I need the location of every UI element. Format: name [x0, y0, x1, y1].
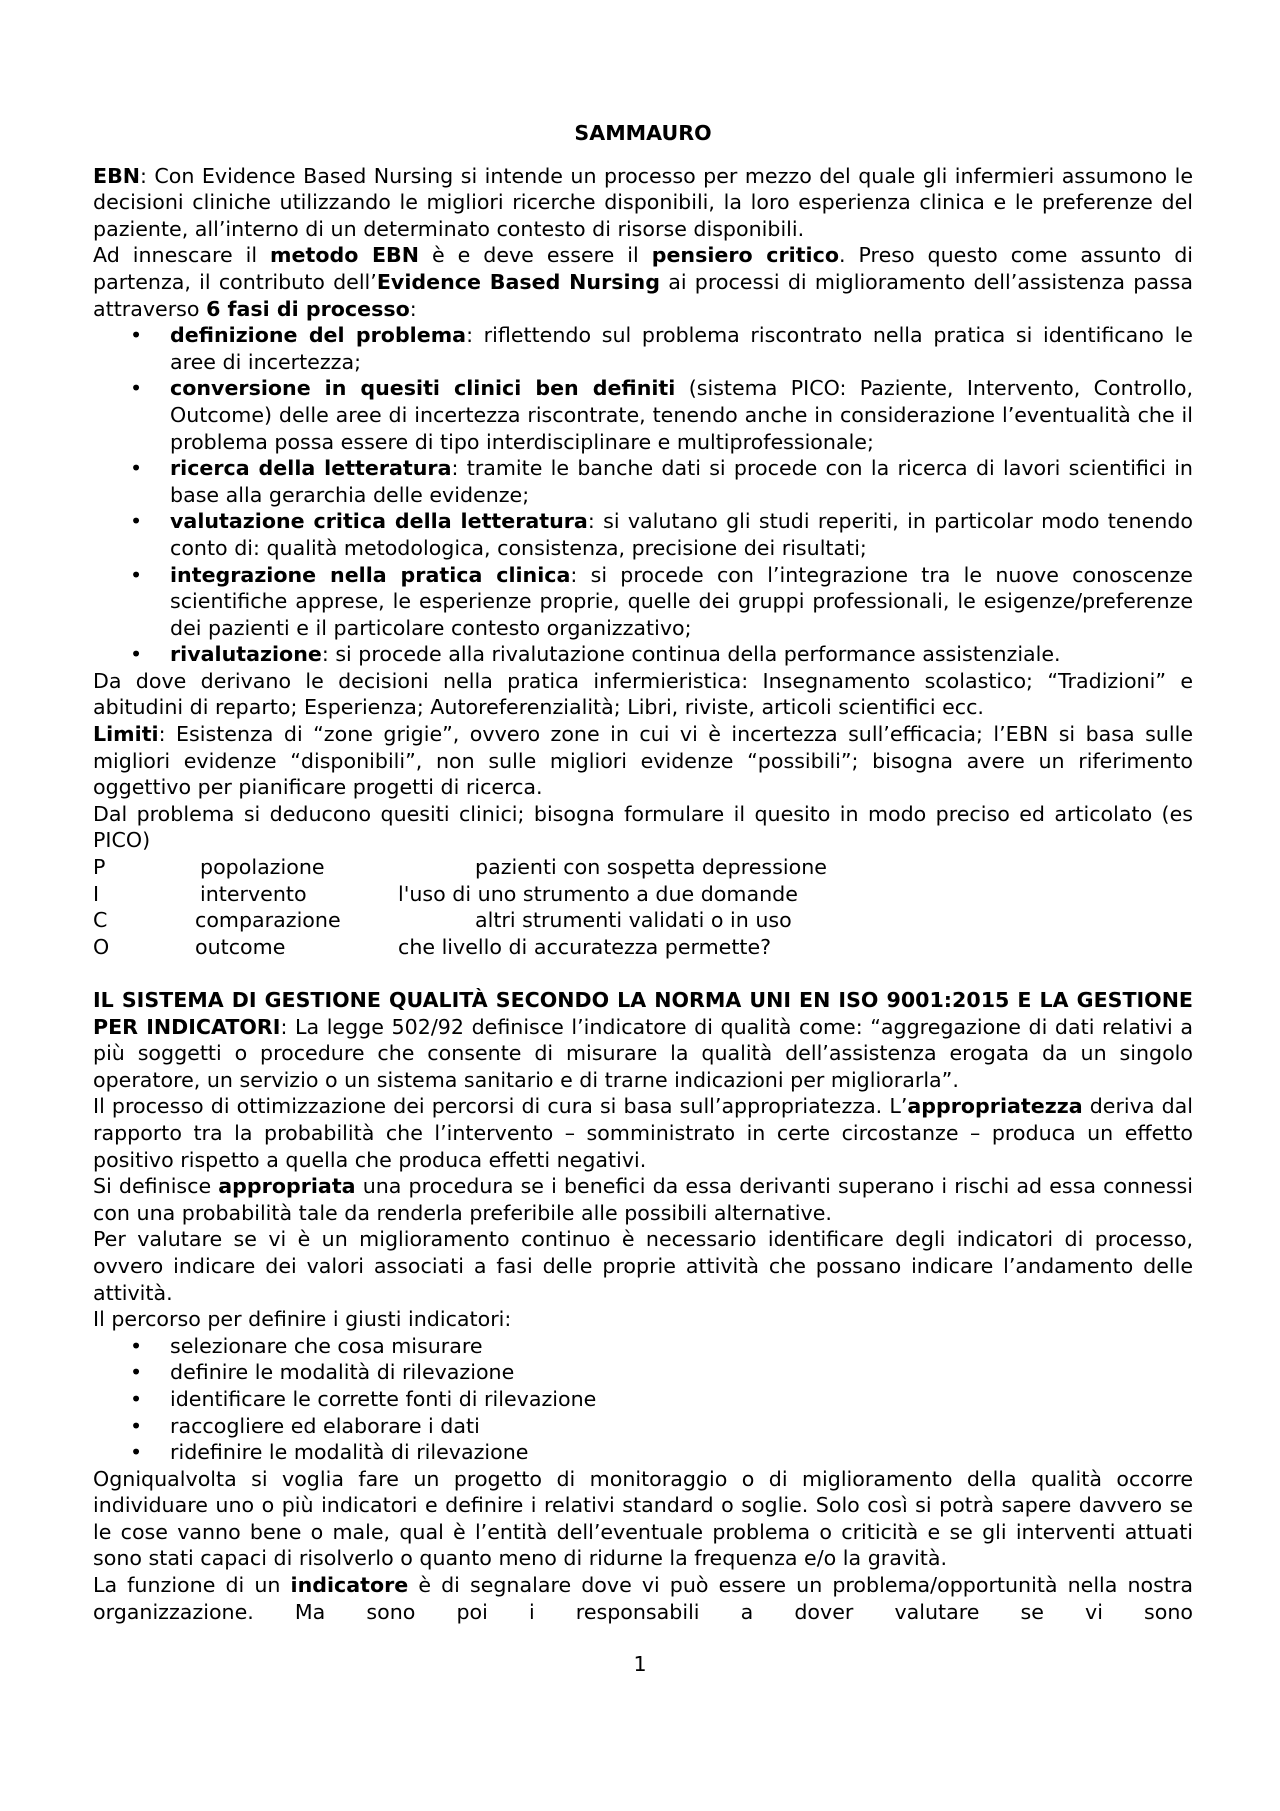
text-run: : riflettendo sul problema riscontrato nella pratica si identificano le aree di incertezza; — [170, 323, 1193, 374]
bold-run: definizione del problema — [170, 323, 467, 348]
text-run: Il processo di ottimizzazione dei percorsi di cura si basa sull’appropriatezza. L’ — [93, 1094, 908, 1119]
funzione-paragraph — [93, 1572, 1193, 1625]
text-run: . Preso questo come assunto di partenza, il contributo dell’ — [93, 243, 1193, 294]
limiti-paragraph — [93, 721, 1193, 801]
bold-run: appropriatezza — [907, 1094, 1083, 1119]
pico-name: popolazione — [200, 855, 325, 880]
text-run: Ad innescare il — [93, 243, 271, 268]
list-item — [93, 455, 1193, 508]
pico-row — [93, 934, 1193, 961]
page-number: 1 — [633, 1652, 647, 1676]
text-run: : Esistenza di “zone grigie”, ovvero zone in cui vi è incertezza sull’efficacia; l’EBN si basa sulle migliori evidenze “disponibili”, non sulle migliori evidenze “possibili”; bisogna avere un riferimento oggettivo per pianificare progetti di ricerca. — [93, 722, 1193, 800]
list-item — [93, 322, 1193, 375]
pico-name: comparazione — [195, 908, 341, 933]
list-item: • selezionare che cosa misurare — [93, 1333, 1193, 1360]
bold-run: metodo EBN — [270, 243, 419, 268]
bold-run: Evidence Based Nursing — [376, 269, 660, 294]
pico-value: pazienti con sospetta depressione — [475, 855, 827, 880]
bold-run: Limiti — [93, 722, 159, 747]
text-run: La funzione di un — [93, 1573, 291, 1598]
valutare-paragraph: Per valutare se vi è un miglioramento continuo è necessario identificare degli indicatori di processo, ovvero indicare dei valori associati a fasi delle proprie attività che possano indicare l’andamento delle attività. — [93, 1227, 1193, 1305]
pico-row — [93, 907, 1193, 934]
appropriatezza-paragraph — [93, 1093, 1193, 1173]
metodo-paragraph — [93, 242, 1193, 322]
spacer — [93, 960, 1193, 987]
list-item — [93, 641, 1193, 668]
pico-letter: O — [93, 934, 110, 959]
percorso-list — [93, 1333, 1193, 1466]
ebn-paragraph — [93, 163, 1193, 243]
list-item: • raccogliere ed elaborare i dati — [93, 1413, 1193, 1440]
ebn-term: EBN — [93, 163, 140, 188]
text-run: è di segnalare dove vi può essere un problema/opportunità nella nostra organizzazione. Ma sono poi i responsabili a dover valutare se vi sono — [93, 1573, 1193, 1624]
bold-run: ricerca della letteratura — [170, 456, 452, 481]
pico-value: l'uso di uno strumento a due domande — [398, 881, 798, 906]
bold-run: appropriata — [218, 1174, 356, 1199]
appropriata-paragraph — [93, 1173, 1193, 1226]
list-item — [93, 375, 1193, 455]
document-body — [93, 120, 1193, 1625]
derivano-paragraph: Da dove derivano le decisioni nella pratica infermieristica: Insegnamento scolastico; “Tradizioni” e abitudini di reparto; Esperienza; Autoreferenzialità; Libri, riviste, articoli scientifici ecc. — [93, 668, 1193, 720]
ebn-definition: : Con Evidence Based Nursing si intende un processo per mezzo del quale gli infermieri assumono le decisioni cliniche utilizzando le migliori ricerche disponibili, la loro esperienza clinica e le preferenze del paziente, all’interno di un determinato contesto di risorse disponibili. — [93, 163, 1193, 241]
pico-letter: I — [93, 881, 100, 906]
list-item — [93, 508, 1193, 561]
bold-run: valutazione critica della letteratura — [170, 509, 588, 534]
text-run: : tramite le banche dati si procede con la ricerca di lavori scientifici in base alla gerarchia delle evidenze; — [170, 456, 1193, 507]
text-run: ai processi di miglioramento dell’assistenza passa attraverso — [93, 269, 1194, 321]
percorso-intro: Il percorso per definire i giusti indicatori: — [93, 1307, 512, 1332]
page-title: SAMMAURO — [574, 121, 712, 145]
bold-run: indicatore — [290, 1573, 409, 1598]
pico-letter: C — [93, 908, 108, 933]
text-run: : si valutano gli studi reperiti, in particolar modo tenendo conto di: qualità metodologica, consistenza, precisione dei risultati; — [170, 509, 1193, 560]
quesiti-paragraph: Dal problema si deducono quesiti clinici; bisogna formulare il quesito in modo preciso ed articolato (es PICO) — [93, 801, 1193, 853]
text-run: : si procede con l’integrazione tra le nuove conoscenze scientifiche apprese, le esperienze proprie, quelle dei gruppi professionali, le esigenze/preferenze dei pazienti e il particolare contesto organizzativo; — [170, 562, 1193, 640]
pico-name: intervento — [200, 881, 307, 906]
list-item: • identificare le corrette fonti di rilevazione — [93, 1386, 1193, 1413]
bold-run: rivalutazione — [170, 642, 322, 667]
text-run: : — [409, 296, 417, 321]
bold-run: pensiero critico — [651, 243, 839, 268]
iso-paragraph — [93, 987, 1193, 1093]
text-run: deriva dal rapporto tra la probabilità che l’intervento – somministrato in certe circostanze – produca un effetto positivo rispetto a quella che produca effetti negativi. — [93, 1094, 1193, 1172]
text-run: è e deve essere il — [418, 243, 652, 268]
pico-value: altri strumenti validati o in uso — [475, 908, 792, 933]
text-run: Si definisce — [93, 1174, 219, 1199]
section-heading: IL SISTEMA DI GESTIONE QUALITÀ SECONDO LA NORMA UNI EN ISO 9001:2015 E LA GESTIONE PER INDICATORI — [93, 988, 1193, 1039]
text-run: : si procede alla rivalutazione continua della performance assistenziale. — [321, 642, 1061, 667]
bold-run: conversione in quesiti clinici ben definiti — [170, 376, 676, 401]
bold-run: 6 fasi di processo — [206, 296, 410, 321]
pico-row — [93, 881, 1193, 908]
text-run: : La legge 502/92 definisce l’indicatore di qualità come: “aggregazione di dati relativi a più soggetti o procedure che consente di misurare la qualità dell’assistenza erogata da un singolo operatore, un servizio o un sistema sanitario e di trarne indicazioni per migliorarla”. — [93, 1014, 1193, 1092]
list-item: • ridefinire le modalità di rilevazione — [93, 1439, 1193, 1466]
text-run: una procedura se i benefici da essa derivanti superano i rischi ad essa connessi con una probabilità tale da renderla preferibile alle possibili alternative. — [93, 1174, 1193, 1225]
bold-run: integrazione nella pratica clinica — [170, 562, 571, 587]
text-run: (sistema PICO: Paziente, Intervento, Controllo, Outcome) delle aree di incertezza riscontrate, tenendo anche in considerazione l’eventualità che il problema possa essere di tipo interdisciplinare e multiprofessionale; — [170, 376, 1193, 454]
fasi-list — [93, 322, 1193, 668]
progetto-paragraph: Ogniqualvolta si voglia fare un progetto di monitoraggio o di miglioramento della qualità occorre individuare uno o più indicatori e definire i relativi standard o soglie. Solo così si potrà sapere davvero se le cose vanno bene o male, qual è l’entità dell’eventuale problema o criticità e se gli interventi attuati sono stati capaci di risolverlo o quanto meno di ridurne la frequenza e/o la gravità. — [93, 1466, 1193, 1571]
pico-value: che livello di accuratezza permette? — [398, 934, 772, 959]
list-item: • definire le modalità di rilevazione — [93, 1359, 1193, 1386]
pico-row — [93, 854, 1193, 881]
pico-letter: P — [93, 855, 106, 880]
list-item — [93, 562, 1193, 642]
pico-name: outcome — [195, 934, 286, 959]
